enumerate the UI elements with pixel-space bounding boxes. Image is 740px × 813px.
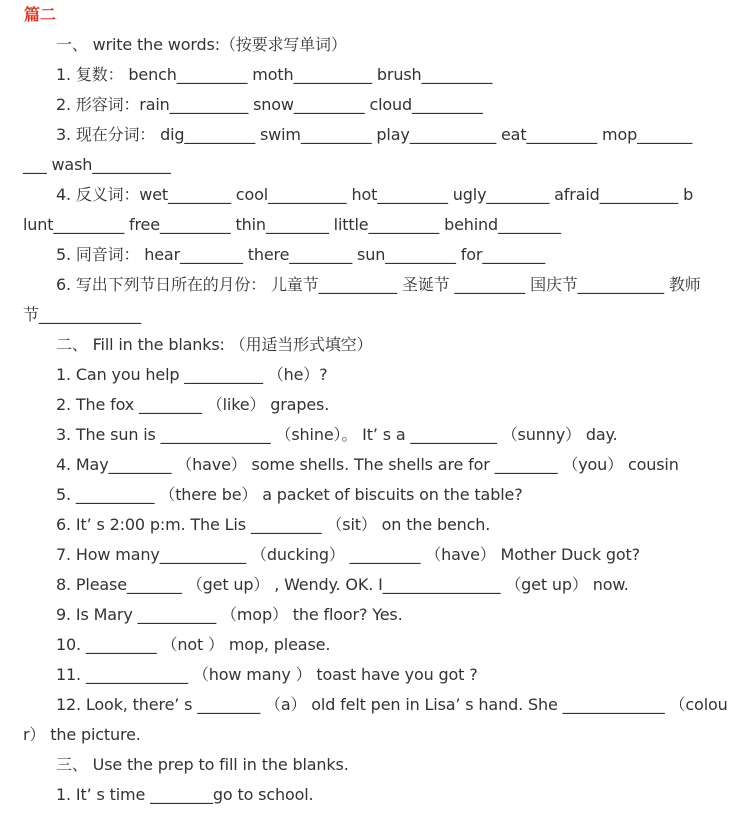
exercise-line-festivals: 6. 写出下列节日所在的月份： 儿童节__________ 圣诞节 _________ 国庆节___________ 教师 [56, 275, 701, 294]
exercise-line-plurals: 1. 复数： bench_________ moth__________ brush_________ [56, 65, 493, 84]
worksheet-heading: 篇二 [24, 5, 57, 24]
question-line-cont: r） the picture. [23, 725, 141, 744]
question-line: 8. Please_______ （get up） , Wendy. OK. I_______________ （get up） now. [56, 575, 629, 594]
question-line: 4. May________ （have） some shells. The shells are for ________ （you） cousin [56, 455, 679, 474]
question-line: 1. It’ s time ________go to school. [56, 785, 314, 804]
question-line: 12. Look, there’ s ________ （a） old felt pen in Lisa’ s hand. She _____________ （colou [56, 695, 728, 714]
question-line: 7. How many___________ （ducking） _________ （have） Mother Duck got? [56, 545, 640, 564]
exercise-line-festivals-cont: 节_____________ [23, 305, 141, 324]
exercise-line-adjectives: 2. 形容词：rain__________ snow_________ cloud_________ [56, 95, 483, 114]
section-3-title: 三、 Use the prep to fill in the blanks. [56, 755, 349, 774]
section-2-title: 二、 Fill in the blanks: （用适当形式填空） [56, 335, 373, 354]
exercise-line-antonyms-cont: lunt_________ free_________ thin________ little_________ behind________ [23, 215, 561, 234]
question-line: 1. Can you help __________ （he）? [56, 365, 328, 384]
question-line: 9. Is Mary __________ （mop） the floor? Yes. [56, 605, 403, 624]
question-line: 10. _________ （not ） mop, please. [56, 635, 331, 654]
question-line: 2. The fox ________ （like） grapes. [56, 395, 330, 414]
exercise-line-participles-cont: ___ wash__________ [23, 155, 171, 174]
question-line: 5. __________ （there be） a packet of biscuits on the table? [56, 485, 523, 504]
exercise-line-antonyms: 4. 反义词：wet________ cool__________ hot_________ ugly________ afraid__________ b [56, 185, 694, 204]
exercise-line-homophones: 5. 同音词： hear________ there________ sun_________ for________ [56, 245, 546, 264]
question-line: 11. _____________ （how many ） toast have you got ? [56, 665, 478, 684]
question-line: 6. It’ s 2:00 p:m. The Lis _________ （sit） on the bench. [56, 515, 491, 534]
section-1-title: 一、 write the words:（按要求写单词） [56, 35, 347, 54]
exercise-line-participles: 3. 现在分词： dig_________ swim_________ play___________ eat_________ mop_______ [56, 125, 693, 144]
question-line: 3. The sun is ______________ （shine）。 It’ s a ___________ （sunny） day. [56, 425, 618, 444]
